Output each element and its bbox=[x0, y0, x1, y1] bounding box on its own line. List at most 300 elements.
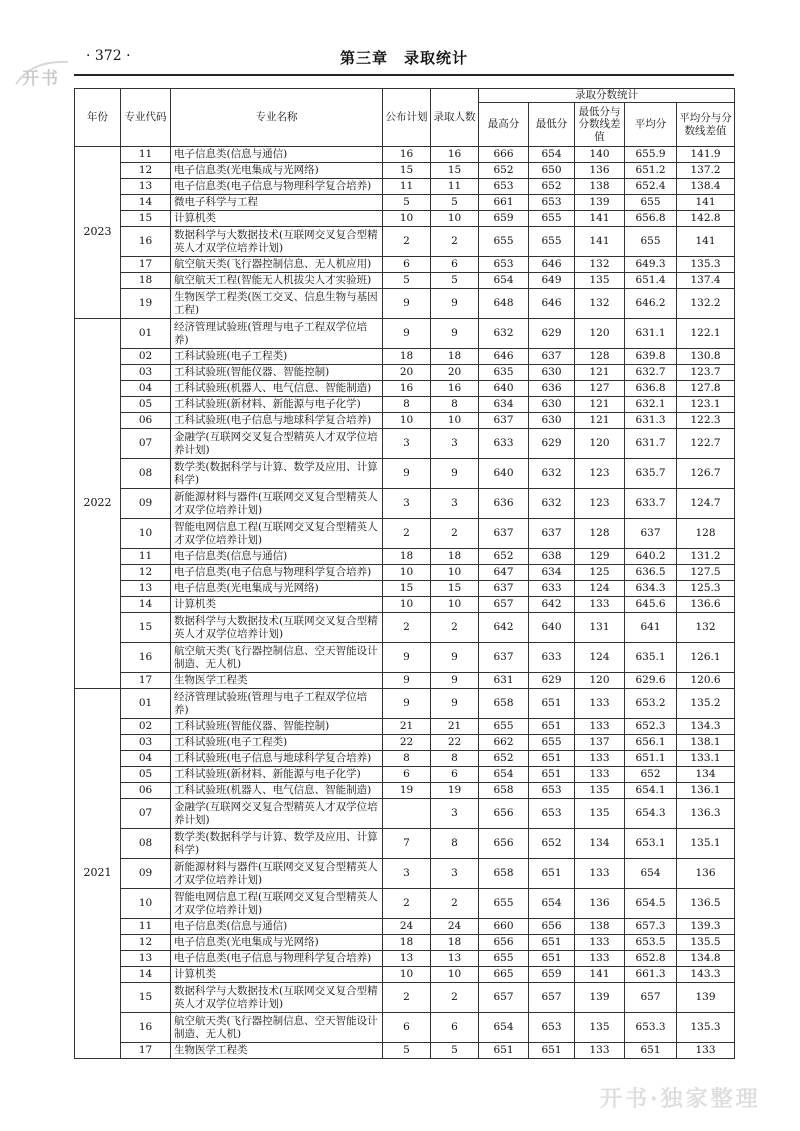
cell-min: 651 bbox=[529, 935, 575, 951]
cell-min-diff: 135 bbox=[575, 1013, 625, 1043]
cell-plan: 10 bbox=[383, 413, 431, 429]
cell-max: 655 bbox=[479, 889, 529, 919]
table-row bbox=[75, 951, 735, 967]
cell-avg: 646.2 bbox=[625, 289, 677, 319]
cell-admitted: 21 bbox=[431, 719, 479, 735]
cell-max: 656 bbox=[479, 829, 529, 859]
cell-min-diff: 139 bbox=[575, 195, 625, 211]
cell-plan: 7 bbox=[383, 829, 431, 859]
table-row bbox=[75, 751, 735, 767]
cell-code: 12 bbox=[121, 935, 171, 951]
cell-admitted: 6 bbox=[431, 257, 479, 273]
cell-avg: 629.6 bbox=[625, 673, 677, 689]
cell-admitted: 24 bbox=[431, 919, 479, 935]
cell-admitted: 9 bbox=[431, 459, 479, 489]
cell-admitted: 5 bbox=[431, 273, 479, 289]
cell-min: 654 bbox=[529, 889, 575, 919]
cell-plan: 16 bbox=[383, 381, 431, 397]
cell-plan: 19 bbox=[383, 783, 431, 799]
cell-avg: 651.2 bbox=[625, 163, 677, 179]
cell-code: 13 bbox=[121, 951, 171, 967]
cell-min: 651 bbox=[529, 719, 575, 735]
cell-max: 657 bbox=[479, 983, 529, 1013]
cell-name: 经济管理试验班(管理与电子工程双学位培养) bbox=[171, 689, 383, 719]
cell-min: 652 bbox=[529, 829, 575, 859]
cell-avg: 653.5 bbox=[625, 935, 677, 951]
cell-avg-diff: 137.2 bbox=[677, 163, 735, 179]
header-score-group: 录取分数统计 bbox=[479, 89, 735, 103]
cell-min: 640 bbox=[529, 613, 575, 643]
table-row bbox=[75, 397, 735, 413]
cell-max: 660 bbox=[479, 919, 529, 935]
cell-max: 647 bbox=[479, 565, 529, 581]
cell-max: 648 bbox=[479, 289, 529, 319]
cell-admitted: 6 bbox=[431, 767, 479, 783]
cell-name: 工科试验班(机器人、电气信息、智能制造) bbox=[171, 783, 383, 799]
cell-code: 11 bbox=[121, 919, 171, 935]
table-row bbox=[75, 613, 735, 643]
cell-min: 646 bbox=[529, 289, 575, 319]
cell-max: 665 bbox=[479, 967, 529, 983]
table-row bbox=[75, 719, 735, 735]
cell-min: 637 bbox=[529, 519, 575, 549]
cell-max: 654 bbox=[479, 1013, 529, 1043]
cell-min: 636 bbox=[529, 381, 575, 397]
table-row bbox=[75, 983, 735, 1013]
cell-code: 11 bbox=[121, 549, 171, 565]
cell-plan: 24 bbox=[383, 919, 431, 935]
cell-min-diff: 136 bbox=[575, 889, 625, 919]
cell-min-diff: 133 bbox=[575, 751, 625, 767]
cell-code: 06 bbox=[121, 783, 171, 799]
header-plan: 公布计划 bbox=[383, 89, 431, 147]
cell-admitted: 9 bbox=[431, 689, 479, 719]
cell-admitted: 8 bbox=[431, 397, 479, 413]
cell-min-diff: 133 bbox=[575, 935, 625, 951]
cell-plan: 9 bbox=[383, 689, 431, 719]
table-row bbox=[75, 735, 735, 751]
cell-name: 电子信息类(光电集成与光网络) bbox=[171, 935, 383, 951]
cell-name: 航空航天类(飞行器控制信息、无人机应用) bbox=[171, 257, 383, 273]
cell-avg-diff: 123.1 bbox=[677, 397, 735, 413]
table-row bbox=[75, 673, 735, 689]
cell-admitted: 2 bbox=[431, 983, 479, 1013]
cell-name: 电子信息类(电子信息与物理科学复合培养) bbox=[171, 565, 383, 581]
cell-avg-diff: 135.3 bbox=[677, 257, 735, 273]
cell-avg-diff: 138.4 bbox=[677, 179, 735, 195]
cell-code: 14 bbox=[121, 967, 171, 983]
cell-min: 650 bbox=[529, 163, 575, 179]
table-row bbox=[75, 799, 735, 829]
cell-max: 654 bbox=[479, 767, 529, 783]
cell-admitted: 5 bbox=[431, 1043, 479, 1059]
cell-name: 工科试验班(电子工程类) bbox=[171, 735, 383, 751]
cell-max: 655 bbox=[479, 227, 529, 257]
cell-plan: 15 bbox=[383, 581, 431, 597]
cell-name: 生物医学工程类 bbox=[171, 1043, 383, 1059]
cell-code: 04 bbox=[121, 381, 171, 397]
cell-avg: 632.7 bbox=[625, 365, 677, 381]
cell-max: 651 bbox=[479, 1043, 529, 1059]
cell-admitted: 15 bbox=[431, 581, 479, 597]
cell-avg: 637 bbox=[625, 519, 677, 549]
cell-admitted: 2 bbox=[431, 889, 479, 919]
cell-min-diff: 133 bbox=[575, 951, 625, 967]
cell-admitted: 15 bbox=[431, 163, 479, 179]
cell-avg: 640.2 bbox=[625, 549, 677, 565]
cell-admitted: 20 bbox=[431, 365, 479, 381]
cell-admitted: 9 bbox=[431, 643, 479, 673]
cell-avg: 653.3 bbox=[625, 1013, 677, 1043]
cell-code: 08 bbox=[121, 829, 171, 859]
cell-admitted: 2 bbox=[431, 613, 479, 643]
cell-min: 633 bbox=[529, 643, 575, 673]
cell-plan: 2 bbox=[383, 613, 431, 643]
table-row bbox=[75, 829, 735, 859]
cell-admitted: 16 bbox=[431, 381, 479, 397]
cell-name: 工科试验班(机器人、电气信息、智能制造) bbox=[171, 381, 383, 397]
cell-min: 632 bbox=[529, 489, 575, 519]
cell-max: 637 bbox=[479, 581, 529, 597]
cell-admitted: 2 bbox=[431, 227, 479, 257]
cell-avg-diff: 127.8 bbox=[677, 381, 735, 397]
cell-plan: 20 bbox=[383, 365, 431, 381]
cell-min-diff: 133 bbox=[575, 689, 625, 719]
cell-admitted: 18 bbox=[431, 549, 479, 565]
cell-code: 09 bbox=[121, 859, 171, 889]
cell-name: 数据科学与大数据技术(互联网交叉复合型精英人才双学位培养计划) bbox=[171, 983, 383, 1013]
cell-min-diff: 129 bbox=[575, 549, 625, 565]
cell-plan: 6 bbox=[383, 767, 431, 783]
cell-avg-diff: 125.3 bbox=[677, 581, 735, 597]
cell-min: 651 bbox=[529, 751, 575, 767]
cell-name: 计算机类 bbox=[171, 211, 383, 227]
cell-code: 18 bbox=[121, 273, 171, 289]
cell-avg-diff: 132.2 bbox=[677, 289, 735, 319]
cell-plan: 10 bbox=[383, 211, 431, 227]
cell-name: 智能电网信息工程(互联网交叉复合型精英人才双学位培养计划) bbox=[171, 519, 383, 549]
cell-min-diff: 128 bbox=[575, 349, 625, 365]
cell-min: 630 bbox=[529, 365, 575, 381]
cell-avg-diff: 136.3 bbox=[677, 799, 735, 829]
cell-avg: 657 bbox=[625, 983, 677, 1013]
cell-max: 642 bbox=[479, 613, 529, 643]
cell-avg: 635.1 bbox=[625, 643, 677, 673]
cell-name: 工科试验班(智能仪器、智能控制) bbox=[171, 365, 383, 381]
cell-admitted: 18 bbox=[431, 935, 479, 951]
cell-min-diff: 133 bbox=[575, 859, 625, 889]
cell-max: 659 bbox=[479, 211, 529, 227]
cell-avg-diff: 136.5 bbox=[677, 889, 735, 919]
cell-max: 632 bbox=[479, 319, 529, 349]
cell-avg-diff: 135.5 bbox=[677, 935, 735, 951]
cell-avg-diff: 128 bbox=[677, 519, 735, 549]
cell-avg: 654.5 bbox=[625, 889, 677, 919]
table-row bbox=[75, 549, 735, 565]
cell-max: 661 bbox=[479, 195, 529, 211]
cell-admitted: 2 bbox=[431, 519, 479, 549]
cell-max: 652 bbox=[479, 163, 529, 179]
cell-avg: 653.1 bbox=[625, 829, 677, 859]
cell-name: 工科试验班(智能仪器、智能控制) bbox=[171, 719, 383, 735]
cell-avg: 652.4 bbox=[625, 179, 677, 195]
cell-admitted: 8 bbox=[431, 829, 479, 859]
cell-avg-diff: 139 bbox=[677, 983, 735, 1013]
cell-avg-diff: 139.3 bbox=[677, 919, 735, 935]
cell-min: 651 bbox=[529, 767, 575, 783]
cell-plan: 18 bbox=[383, 935, 431, 951]
cell-name: 电子信息类(信息与通信) bbox=[171, 549, 383, 565]
cell-name: 工科试验班(新材料、新能源与电子化学) bbox=[171, 767, 383, 783]
cell-avg: 652 bbox=[625, 767, 677, 783]
cell-max: 662 bbox=[479, 735, 529, 751]
cell-code: 13 bbox=[121, 581, 171, 597]
cell-name: 计算机类 bbox=[171, 597, 383, 613]
cell-avg-diff: 135.3 bbox=[677, 1013, 735, 1043]
cell-name: 生物医学工程类(医工交叉、信息生物与基因工程) bbox=[171, 289, 383, 319]
table-row bbox=[75, 429, 735, 459]
cell-code: 09 bbox=[121, 489, 171, 519]
cell-avg: 654.1 bbox=[625, 783, 677, 799]
cell-name: 电子信息类(光电集成与光网络) bbox=[171, 581, 383, 597]
table-row bbox=[75, 257, 735, 273]
cell-code: 13 bbox=[121, 179, 171, 195]
table-row bbox=[75, 643, 735, 673]
cell-avg: 653.2 bbox=[625, 689, 677, 719]
cell-code: 04 bbox=[121, 751, 171, 767]
table-row bbox=[75, 147, 735, 163]
cell-plan: 18 bbox=[383, 349, 431, 365]
cell-avg: 649.3 bbox=[625, 257, 677, 273]
header-max: 最高分 bbox=[479, 103, 529, 147]
cell-min: 654 bbox=[529, 147, 575, 163]
cell-name: 数学类(数据科学与计算、数学及应用、计算科学) bbox=[171, 829, 383, 859]
cell-admitted: 10 bbox=[431, 967, 479, 983]
cell-code: 12 bbox=[121, 163, 171, 179]
cell-min-diff: 133 bbox=[575, 597, 625, 613]
header-avg-diff: 平均分与分数线差值 bbox=[677, 103, 735, 147]
cell-min: 651 bbox=[529, 951, 575, 967]
page-header bbox=[74, 38, 734, 76]
cell-min: 638 bbox=[529, 549, 575, 565]
cell-max: 654 bbox=[479, 273, 529, 289]
cell-admitted: 6 bbox=[431, 1013, 479, 1043]
table-row bbox=[75, 273, 735, 289]
cell-avg-diff: 135.2 bbox=[677, 689, 735, 719]
table-row bbox=[75, 767, 735, 783]
cell-plan: 10 bbox=[383, 597, 431, 613]
cell-min: 655 bbox=[529, 211, 575, 227]
cell-avg-diff: 142.8 bbox=[677, 211, 735, 227]
cell-avg: 651.4 bbox=[625, 273, 677, 289]
cell-min-diff: 127 bbox=[575, 381, 625, 397]
cell-min-diff: 132 bbox=[575, 257, 625, 273]
cell-plan: 5 bbox=[383, 195, 431, 211]
cell-code: 02 bbox=[121, 349, 171, 365]
cell-avg: 652.3 bbox=[625, 719, 677, 735]
cell-admitted: 9 bbox=[431, 319, 479, 349]
cell-name: 电子信息类(信息与通信) bbox=[171, 147, 383, 163]
cell-min-diff: 140 bbox=[575, 147, 625, 163]
page-number: · 372 · bbox=[86, 48, 131, 64]
cell-max: 658 bbox=[479, 689, 529, 719]
cell-min-diff: 121 bbox=[575, 413, 625, 429]
table-row bbox=[75, 1043, 735, 1059]
cell-avg: 654.3 bbox=[625, 799, 677, 829]
cell-min-diff: 135 bbox=[575, 783, 625, 799]
cell-code: 11 bbox=[121, 147, 171, 163]
table-row bbox=[75, 179, 735, 195]
cell-max: 653 bbox=[479, 179, 529, 195]
cell-plan: 3 bbox=[383, 429, 431, 459]
cell-code: 19 bbox=[121, 289, 171, 319]
cell-admitted: 5 bbox=[431, 195, 479, 211]
cell-min: 653 bbox=[529, 783, 575, 799]
cell-admitted: 10 bbox=[431, 211, 479, 227]
cell-plan: 9 bbox=[383, 673, 431, 689]
table-row bbox=[75, 889, 735, 919]
cell-min-diff: 125 bbox=[575, 565, 625, 581]
table-row bbox=[75, 163, 735, 179]
cell-avg: 651 bbox=[625, 1043, 677, 1059]
cell-plan: 13 bbox=[383, 951, 431, 967]
cell-name: 电子信息类(电子信息与物理科学复合培养) bbox=[171, 951, 383, 967]
table-row bbox=[75, 413, 735, 429]
cell-avg-diff: 126.7 bbox=[677, 459, 735, 489]
cell-plan: 9 bbox=[383, 319, 431, 349]
cell-max: 637 bbox=[479, 519, 529, 549]
table-row bbox=[75, 289, 735, 319]
cell-min-diff: 131 bbox=[575, 613, 625, 643]
cell-avg: 645.6 bbox=[625, 597, 677, 613]
cell-code: 05 bbox=[121, 767, 171, 783]
cell-name: 工科试验班(电子工程类) bbox=[171, 349, 383, 365]
cell-plan: 5 bbox=[383, 1043, 431, 1059]
cell-plan: 6 bbox=[383, 1013, 431, 1043]
cell-plan: 10 bbox=[383, 967, 431, 983]
cell-min-diff: 141 bbox=[575, 227, 625, 257]
cell-plan: 9 bbox=[383, 289, 431, 319]
cell-plan bbox=[383, 799, 431, 829]
cell-avg-diff: 131.2 bbox=[677, 549, 735, 565]
cell-name: 航空航天类(飞行器控制信息、空天智能设计制造、无人机) bbox=[171, 1013, 383, 1043]
cell-max: 655 bbox=[479, 951, 529, 967]
cell-name: 航空航天类(飞行器控制信息、空天智能设计制造、无人机) bbox=[171, 643, 383, 673]
cell-min-diff: 121 bbox=[575, 365, 625, 381]
cell-avg-diff: 143.3 bbox=[677, 967, 735, 983]
cell-name: 电子信息类(电子信息与物理科学复合培养) bbox=[171, 179, 383, 195]
cell-min-diff: 135 bbox=[575, 273, 625, 289]
cell-plan: 21 bbox=[383, 719, 431, 735]
cell-max: 657 bbox=[479, 597, 529, 613]
cell-name: 数据科学与大数据技术(互联网交叉复合型精英人才双学位培养计划) bbox=[171, 227, 383, 257]
cell-name: 航空航天工程(智能无人机拔尖人才实验班) bbox=[171, 273, 383, 289]
cell-min-diff: 138 bbox=[575, 179, 625, 195]
cell-name: 数学类(数据科学与计算、数学及应用、计算科学) bbox=[171, 459, 383, 489]
cell-name: 经济管理试验班(管理与电子工程双学位培养) bbox=[171, 319, 383, 349]
cell-admitted: 9 bbox=[431, 289, 479, 319]
cell-avg: 631.3 bbox=[625, 413, 677, 429]
cell-name: 计算机类 bbox=[171, 967, 383, 983]
cell-code: 05 bbox=[121, 397, 171, 413]
cell-code: 10 bbox=[121, 889, 171, 919]
cell-code: 03 bbox=[121, 735, 171, 751]
cell-name: 智能电网信息工程(互联网交叉复合型精英人才双学位培养计划) bbox=[171, 889, 383, 919]
year-cell: 2022 bbox=[75, 319, 121, 689]
cell-avg-diff: 130.8 bbox=[677, 349, 735, 365]
cell-min: 632 bbox=[529, 459, 575, 489]
cell-name: 金融学(互联网交叉复合型精英人才双学位培养计划) bbox=[171, 799, 383, 829]
cell-min-diff: 132 bbox=[575, 289, 625, 319]
cell-plan: 22 bbox=[383, 735, 431, 751]
cell-min: 633 bbox=[529, 581, 575, 597]
cell-code: 01 bbox=[121, 689, 171, 719]
cell-max: 631 bbox=[479, 673, 529, 689]
cell-min: 655 bbox=[529, 227, 575, 257]
cell-min-diff: 120 bbox=[575, 319, 625, 349]
cell-max: 653 bbox=[479, 257, 529, 273]
cell-name: 新能源材料与器件(互联网交叉复合型精英人才双学位培养计划) bbox=[171, 489, 383, 519]
cell-avg-diff: 135.1 bbox=[677, 829, 735, 859]
cell-name: 工科试验班(电子信息与地球科学复合培养) bbox=[171, 751, 383, 767]
cell-min-diff: 124 bbox=[575, 643, 625, 673]
cell-min-diff: 141 bbox=[575, 967, 625, 983]
table-row bbox=[75, 365, 735, 381]
cell-max: 636 bbox=[479, 489, 529, 519]
cell-max: 658 bbox=[479, 859, 529, 889]
cell-max: 646 bbox=[479, 349, 529, 365]
cell-min: 653 bbox=[529, 195, 575, 211]
table-row bbox=[75, 459, 735, 489]
cell-min-diff: 137 bbox=[575, 735, 625, 751]
table-row bbox=[75, 919, 735, 935]
cell-avg-diff: 122.3 bbox=[677, 413, 735, 429]
cell-code: 16 bbox=[121, 1013, 171, 1043]
cell-plan: 2 bbox=[383, 889, 431, 919]
cell-plan: 2 bbox=[383, 227, 431, 257]
cell-avg: 656.1 bbox=[625, 735, 677, 751]
cell-min-diff: 139 bbox=[575, 983, 625, 1013]
header-min: 最低分 bbox=[529, 103, 575, 147]
cell-plan: 6 bbox=[383, 257, 431, 273]
table-row bbox=[75, 689, 735, 719]
cell-code: 07 bbox=[121, 799, 171, 829]
cell-avg-diff: 136.1 bbox=[677, 783, 735, 799]
cell-avg: 655 bbox=[625, 227, 677, 257]
table-row bbox=[75, 859, 735, 889]
cell-code: 02 bbox=[121, 719, 171, 735]
cell-min-diff: 133 bbox=[575, 1043, 625, 1059]
cell-avg-diff: 137.4 bbox=[677, 273, 735, 289]
cell-avg: 657.3 bbox=[625, 919, 677, 935]
cell-avg: 634.3 bbox=[625, 581, 677, 597]
table-row bbox=[75, 581, 735, 597]
cell-min: 659 bbox=[529, 967, 575, 983]
cell-admitted: 22 bbox=[431, 735, 479, 751]
cell-max: 652 bbox=[479, 751, 529, 767]
table-row bbox=[75, 935, 735, 951]
cell-plan: 2 bbox=[383, 519, 431, 549]
cell-name: 电子信息类(信息与通信) bbox=[171, 919, 383, 935]
cell-min-diff: 138 bbox=[575, 919, 625, 935]
cell-avg-diff: 122.1 bbox=[677, 319, 735, 349]
cell-code: 01 bbox=[121, 319, 171, 349]
cell-admitted: 10 bbox=[431, 565, 479, 581]
cell-max: 633 bbox=[479, 429, 529, 459]
cell-max: 635 bbox=[479, 365, 529, 381]
cell-admitted: 8 bbox=[431, 751, 479, 767]
table-row bbox=[75, 319, 735, 349]
